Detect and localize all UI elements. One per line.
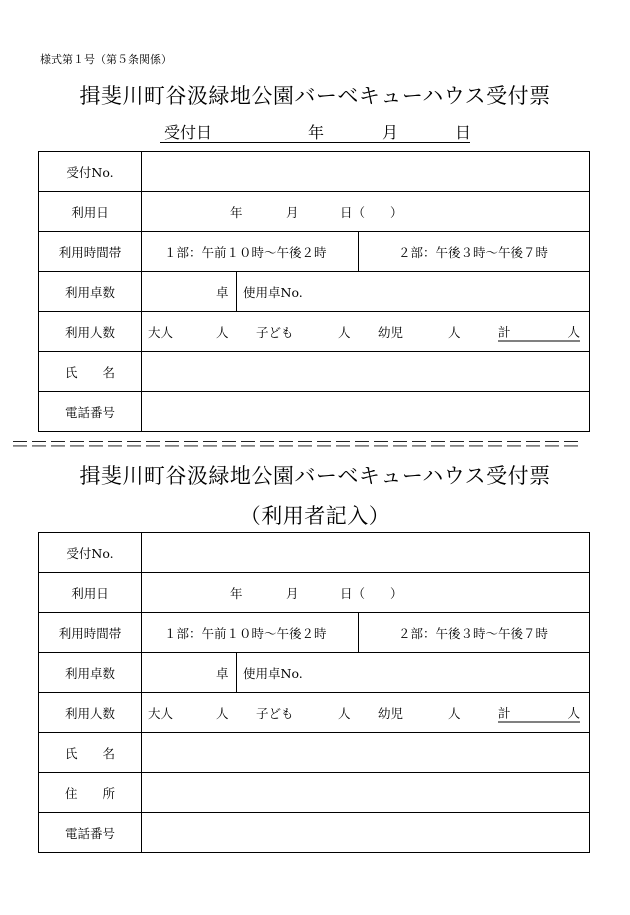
form-number: 様式第１号（第５条関係） xyxy=(40,53,172,66)
row-name xyxy=(39,733,590,773)
row-time-slot xyxy=(39,232,590,272)
table-unit: 卓 xyxy=(216,665,229,681)
infant-unit: 人 xyxy=(448,324,461,340)
adult-unit: 人 xyxy=(216,705,229,721)
row-tables xyxy=(39,653,590,693)
label-time-slot: 利用時間帯 xyxy=(39,613,142,653)
adult-label: 大人 xyxy=(148,324,174,340)
use-date-day: 日（ ） xyxy=(340,585,403,601)
child-label: 子ども xyxy=(256,324,294,340)
field-use-date[interactable] xyxy=(142,192,590,232)
field-phone[interactable] xyxy=(142,813,590,853)
table-used-label: 使用卓No. xyxy=(243,284,303,300)
tables-divider xyxy=(236,272,237,311)
field-receipt-no[interactable] xyxy=(142,152,590,192)
field-receipt-no[interactable] xyxy=(142,533,590,573)
child-unit: 人 xyxy=(338,324,351,340)
row-phone xyxy=(39,392,590,432)
label-name: 氏 名 xyxy=(39,352,142,392)
total-unit: 人 xyxy=(567,705,580,720)
tables-divider xyxy=(236,653,237,692)
total-label: 計 xyxy=(498,324,511,339)
cut-separator: ＝＝＝＝＝＝＝＝＝＝＝＝＝＝＝＝＝＝＝＝＝＝＝＝＝＝＝＝＝＝ xyxy=(10,434,580,454)
child-unit: 人 xyxy=(338,705,351,721)
lower-title: 揖斐川町谷汲緑地公園バーベキューハウス受付票 xyxy=(79,464,551,488)
infant-label: 幼児 xyxy=(378,705,404,721)
row-tables xyxy=(39,272,590,312)
field-tables[interactable] xyxy=(142,653,590,693)
label-people: 利用人数 xyxy=(39,312,142,352)
reception-year-label: 年 xyxy=(308,123,325,142)
row-use-date xyxy=(39,192,590,232)
infant-unit: 人 xyxy=(448,705,461,721)
upper-form-table xyxy=(38,151,590,432)
label-tables: 利用卓数 xyxy=(39,653,142,693)
label-phone: 電話番号 xyxy=(39,392,142,432)
total-unit: 人 xyxy=(567,324,580,339)
field-name[interactable] xyxy=(142,733,590,773)
row-address xyxy=(39,773,590,813)
total-label: 計 xyxy=(498,705,511,720)
label-receipt-no: 受付No. xyxy=(39,152,142,192)
slot-1-option[interactable]: １部：午前１０時～午後２時 xyxy=(164,625,327,641)
row-people xyxy=(39,312,590,352)
slot-2-option[interactable]: ２部：午後３時～午後７時 xyxy=(398,625,549,641)
upper-title: 揖斐川町谷汲緑地公園バーベキューハウス受付票 xyxy=(79,84,551,108)
use-date-month: 月 xyxy=(286,585,299,601)
total-field xyxy=(498,322,580,341)
label-use-date: 利用日 xyxy=(39,573,142,613)
use-date-month: 月 xyxy=(286,204,299,220)
label-receipt-no: 受付No. xyxy=(39,533,142,573)
slot-divider xyxy=(358,613,359,652)
label-tables: 利用卓数 xyxy=(39,272,142,312)
row-receipt-no xyxy=(39,152,590,192)
slot-1-option[interactable]: １部：午前１０時～午後２時 xyxy=(164,244,327,260)
field-address[interactable] xyxy=(142,773,590,813)
label-address: 住 所 xyxy=(39,773,142,813)
field-use-date[interactable] xyxy=(142,573,590,613)
row-people xyxy=(39,693,590,733)
row-time-slot xyxy=(39,613,590,653)
row-name xyxy=(39,352,590,392)
adult-label: 大人 xyxy=(148,705,174,721)
table-used-label: 使用卓No. xyxy=(243,665,303,681)
infant-label: 幼児 xyxy=(378,324,404,340)
row-phone xyxy=(39,813,590,853)
reception-date-label: 受付日 xyxy=(164,123,213,142)
row-receipt-no xyxy=(39,533,590,573)
field-name[interactable] xyxy=(142,352,590,392)
lower-subtitle: （利用者記入） xyxy=(239,504,391,528)
label-phone: 電話番号 xyxy=(39,813,142,853)
label-name: 氏 名 xyxy=(39,733,142,773)
reception-date-line xyxy=(160,120,470,143)
label-people: 利用人数 xyxy=(39,693,142,733)
use-date-year: 年 xyxy=(230,585,243,601)
row-use-date xyxy=(39,573,590,613)
reception-month-label: 月 xyxy=(382,123,399,142)
label-use-date: 利用日 xyxy=(39,192,142,232)
field-people[interactable] xyxy=(142,312,590,352)
child-label: 子ども xyxy=(256,705,294,721)
total-field xyxy=(498,703,580,722)
slot-2-option[interactable]: ２部：午後３時～午後７時 xyxy=(398,244,549,260)
slot-divider xyxy=(358,232,359,271)
use-date-year: 年 xyxy=(230,204,243,220)
table-unit: 卓 xyxy=(216,284,229,300)
adult-unit: 人 xyxy=(216,324,229,340)
field-tables[interactable] xyxy=(142,272,590,312)
field-phone[interactable] xyxy=(142,392,590,432)
field-people[interactable] xyxy=(142,693,590,733)
use-date-day: 日（ ） xyxy=(340,204,403,220)
reception-day-label: 日 xyxy=(455,123,472,142)
lower-form-table xyxy=(38,532,590,853)
label-time-slot: 利用時間帯 xyxy=(39,232,142,272)
